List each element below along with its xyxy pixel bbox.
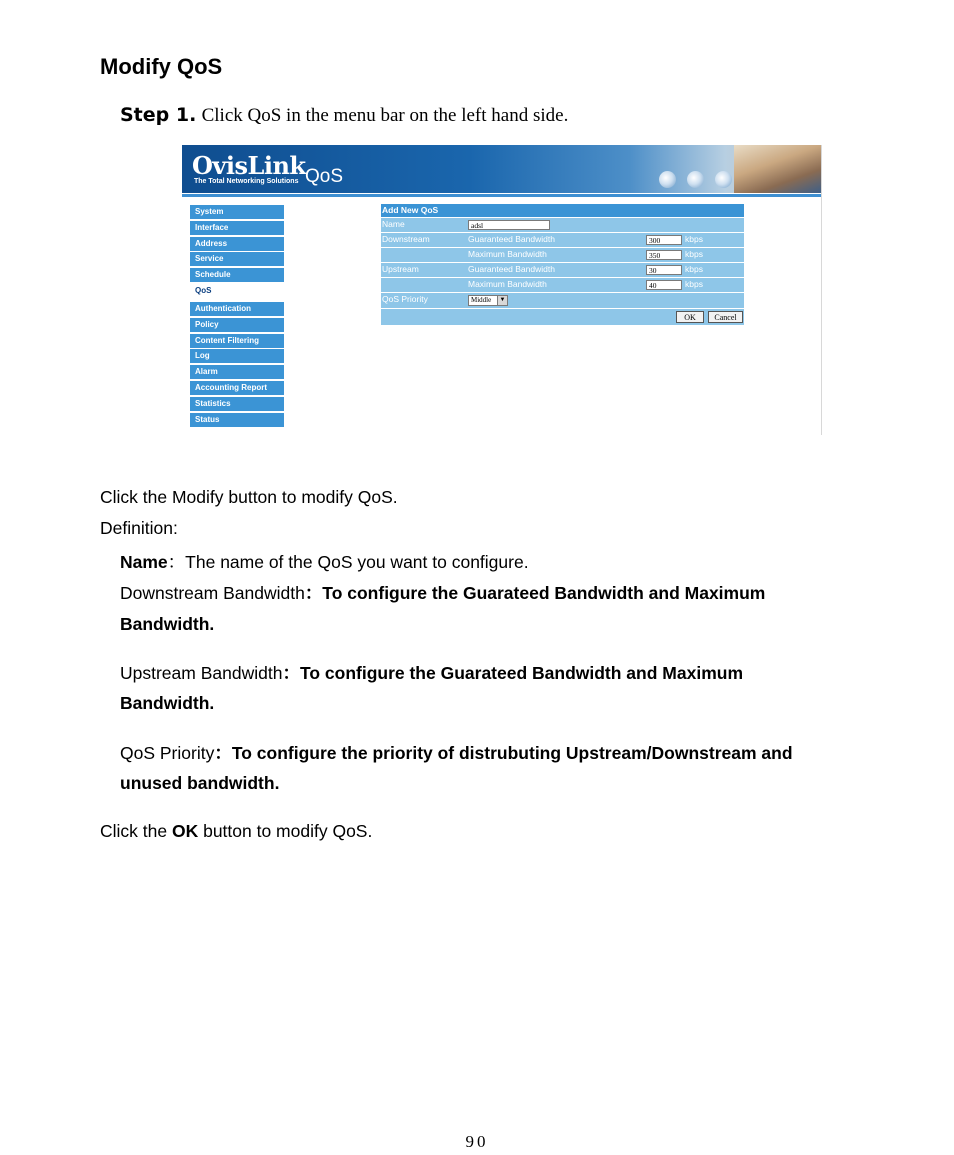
menu-item-log[interactable]: Log bbox=[190, 349, 284, 363]
priority-label: QoS Priority bbox=[382, 294, 428, 304]
upstream-maximum-field[interactable]: 40 bbox=[646, 280, 682, 290]
upstream-guaranteed-field[interactable]: 30 bbox=[646, 265, 682, 275]
ok-post: button to modify QoS. bbox=[198, 821, 373, 841]
menu-item-alarm[interactable]: Alarm bbox=[190, 365, 284, 379]
downstream-maximum-field[interactable]: 350 bbox=[646, 250, 682, 260]
header-banner bbox=[182, 145, 821, 193]
step-label: Step 1. bbox=[120, 104, 197, 126]
maximum-label: Maximum Bandwidth bbox=[468, 279, 547, 289]
unit-label: kbps bbox=[685, 249, 703, 259]
unit-label: kbps bbox=[685, 264, 703, 274]
form-header bbox=[381, 204, 744, 218]
priority-desc: ：To configure the priority of distrubuting Upstream/Downstream and bbox=[214, 743, 793, 763]
priority-desc-cont: unused bandwidth. bbox=[120, 773, 280, 793]
menu-item-authentication[interactable]: Authentication bbox=[190, 302, 284, 316]
unit-label: kbps bbox=[685, 279, 703, 289]
downstream-guaranteed-row bbox=[381, 233, 744, 248]
ovislink-logo: OvisLink bbox=[192, 151, 306, 180]
banner-divider bbox=[182, 194, 821, 197]
globe-icon bbox=[715, 171, 732, 188]
term-name: Name bbox=[120, 552, 168, 572]
page-title: QoS bbox=[305, 166, 344, 187]
priority-select[interactable] bbox=[468, 295, 508, 306]
definition-heading: Definition: bbox=[100, 518, 178, 538]
definition-upstream bbox=[120, 660, 743, 685]
term-upstream: Upstream Bandwidth bbox=[120, 663, 283, 683]
upstream-label: Upstream bbox=[382, 264, 419, 274]
downstream-guaranteed-field[interactable]: 300 bbox=[646, 235, 682, 245]
banner-photo bbox=[734, 145, 821, 193]
upstream-guaranteed-row bbox=[381, 263, 744, 278]
qos-screenshot bbox=[182, 145, 822, 435]
chevron-down-icon: ▼ bbox=[497, 296, 507, 305]
name-label: Name bbox=[382, 219, 405, 229]
menu-item-content-filtering[interactable]: Content Filtering bbox=[190, 334, 284, 348]
button-row bbox=[381, 309, 744, 326]
step-text: Click QoS in the menu bar on the left hand side. bbox=[201, 105, 569, 126]
menu-item-system[interactable]: System bbox=[190, 205, 284, 219]
globe-icon bbox=[687, 171, 704, 188]
downstream-desc: ：To configure the Guarateed Bandwidth and Maximum bbox=[304, 583, 766, 603]
menu-item-qos[interactable]: QoS bbox=[190, 284, 284, 298]
ok-word: OK bbox=[171, 821, 199, 841]
menu-item-schedule[interactable]: Schedule bbox=[190, 268, 284, 282]
page-number: 90 bbox=[465, 1132, 489, 1151]
menu-item-address[interactable]: Address bbox=[190, 237, 284, 251]
guaranteed-label: Guaranteed Bandwidth bbox=[468, 234, 555, 244]
definition-downstream bbox=[120, 580, 765, 605]
downstream-label: Downstream bbox=[382, 234, 430, 244]
instruction-ok bbox=[100, 821, 372, 842]
form-title: Add New QoS bbox=[382, 205, 439, 215]
step-1 bbox=[120, 104, 568, 127]
menu-item-statistics[interactable]: Statistics bbox=[190, 397, 284, 411]
logo-tagline: The Total Networking Solutions bbox=[194, 178, 299, 185]
maximum-label: Maximum Bandwidth bbox=[468, 249, 547, 259]
menu-item-policy[interactable]: Policy bbox=[190, 318, 284, 332]
ok-button[interactable]: OK bbox=[676, 311, 704, 323]
menu-item-accounting-report[interactable]: Accounting Report bbox=[190, 381, 284, 395]
instruction-modify: Click the Modify button to modify QoS. bbox=[100, 487, 398, 507]
upstream-maximum-row bbox=[381, 278, 744, 293]
definition-name bbox=[120, 549, 529, 574]
upstream-desc: ：To configure the Guarateed Bandwidth and Maximum bbox=[282, 663, 743, 683]
section-heading: Modify QoS bbox=[100, 54, 223, 79]
ok-pre: Click the bbox=[100, 821, 172, 841]
sidebar-menu bbox=[190, 205, 284, 428]
globe-icon bbox=[659, 171, 676, 188]
upstream-desc-cont: Bandwidth. bbox=[120, 693, 215, 713]
downstream-desc-cont: Bandwidth. bbox=[120, 614, 215, 634]
term-downstream: Downstream Bandwidth bbox=[120, 583, 305, 603]
menu-item-status[interactable]: Status bbox=[190, 413, 284, 427]
priority-row bbox=[381, 293, 744, 309]
definition-priority bbox=[120, 740, 793, 765]
term-priority: QoS Priority bbox=[120, 743, 215, 763]
menu-item-service[interactable]: Service bbox=[190, 252, 284, 266]
guaranteed-label: Guaranteed Bandwidth bbox=[468, 264, 555, 274]
name-field[interactable]: adsl bbox=[468, 220, 550, 230]
menu-item-interface[interactable]: Interface bbox=[190, 221, 284, 235]
cancel-button[interactable]: Cancel bbox=[708, 311, 743, 323]
downstream-maximum-row bbox=[381, 248, 744, 263]
unit-label: kbps bbox=[685, 234, 703, 244]
priority-value: Middle bbox=[471, 296, 492, 304]
name-desc: ：The name of the QoS you want to configure. bbox=[167, 552, 529, 572]
name-row bbox=[381, 218, 744, 233]
